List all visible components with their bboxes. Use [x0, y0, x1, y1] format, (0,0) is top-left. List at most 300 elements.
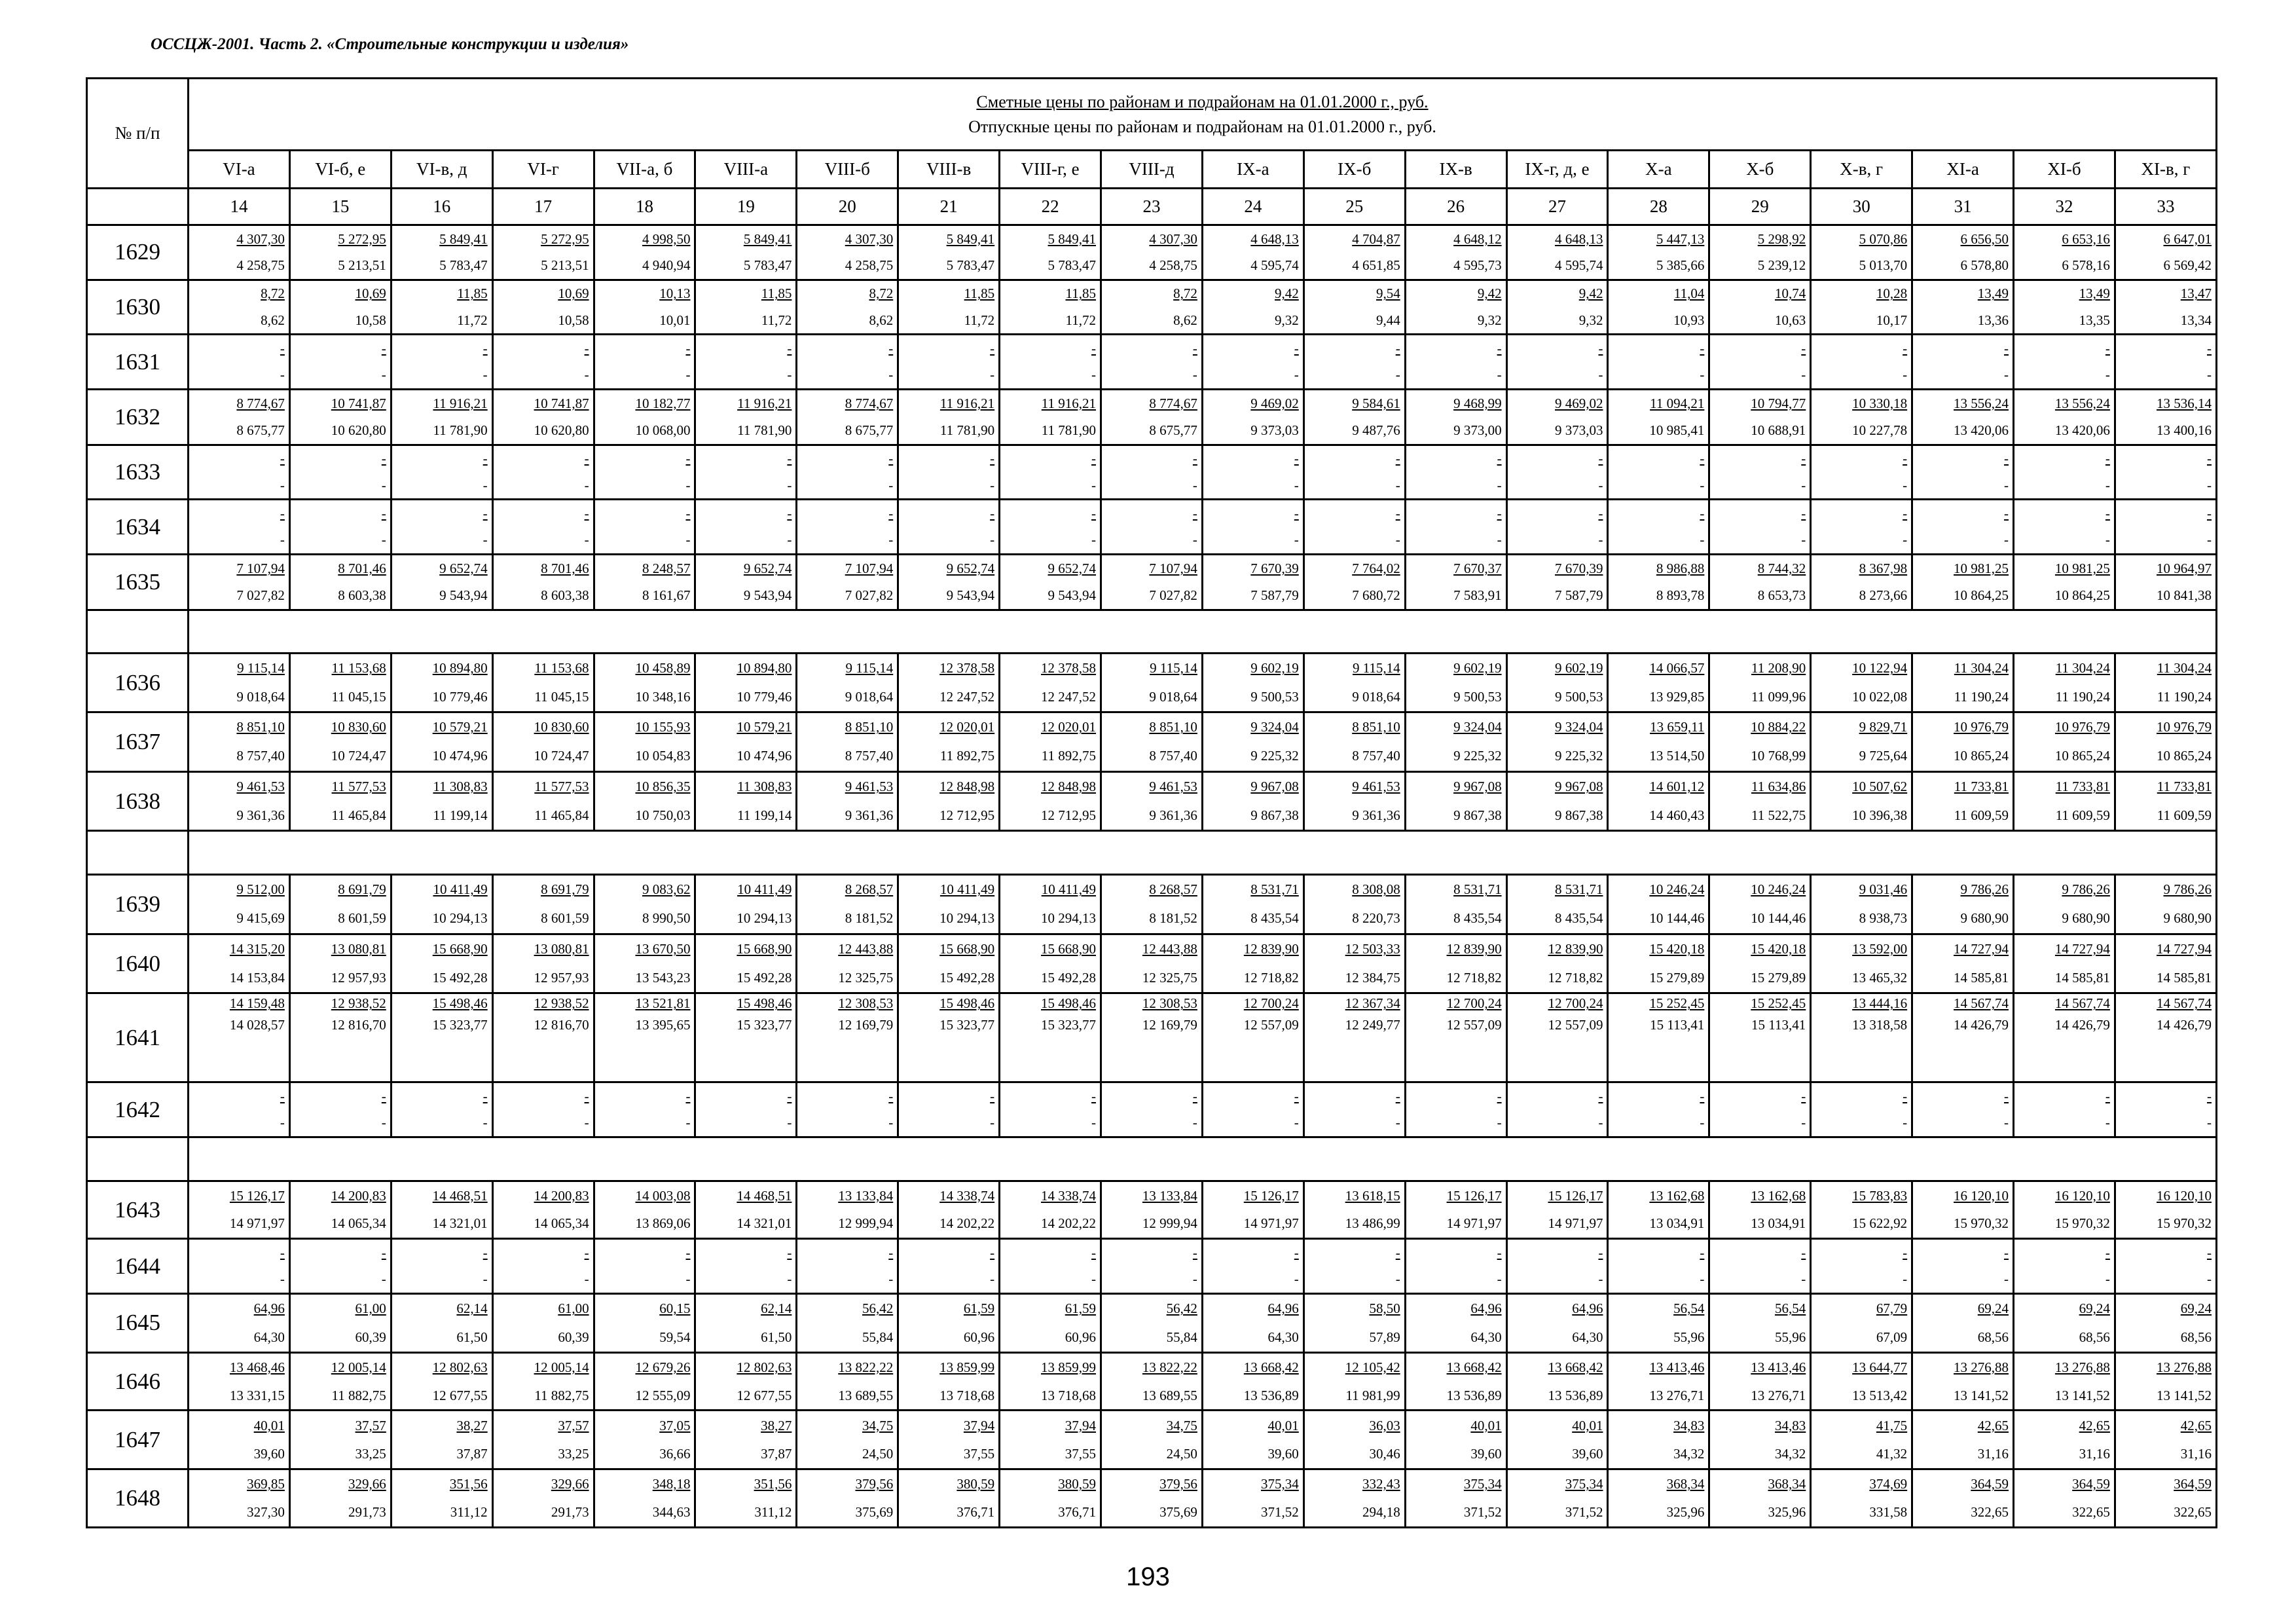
- release-price: 7 027,82: [236, 587, 285, 603]
- estimate-price: 13 162,68: [1751, 1187, 1806, 1204]
- price-cell: [695, 1181, 797, 1239]
- price-cell: [1608, 654, 1709, 712]
- row-number: 1634: [87, 500, 189, 555]
- release-price: 12 557,09: [1548, 1017, 1603, 1033]
- price-cell: [1303, 874, 1405, 934]
- release-price: -: [1192, 532, 1197, 548]
- release-price: -: [1192, 1115, 1197, 1131]
- estimate-price: 40,01: [1572, 1417, 1603, 1433]
- release-price: -: [1091, 477, 1097, 493]
- estimate-price: 11 577,53: [331, 779, 386, 795]
- release-price: 11 882,75: [534, 1387, 589, 1403]
- estimate-price: -: [1091, 1245, 1097, 1261]
- estimate-price: -: [888, 1088, 894, 1105]
- price-cell: [1709, 712, 1811, 771]
- release-price: -: [1395, 532, 1400, 548]
- row-number: 1645: [87, 1294, 189, 1353]
- price-cell: [1202, 712, 1303, 771]
- estimate-price: 34,83: [1673, 1417, 1705, 1433]
- price-cell: [289, 1469, 391, 1528]
- release-price: 10,63: [1775, 312, 1806, 328]
- estimate-price: -: [2105, 1245, 2110, 1261]
- release-price: 10,17: [1876, 312, 1908, 328]
- estimate-price: -: [1192, 1245, 1197, 1261]
- estimate-price: -: [2004, 341, 2009, 356]
- price-cell: [2014, 993, 2115, 1082]
- price-cell: [695, 771, 797, 831]
- release-price: 13 689,55: [838, 1387, 894, 1403]
- estimate-price: 12 848,98: [1041, 779, 1097, 795]
- column-index-cell: 17: [492, 189, 594, 225]
- release-price: 12 557,09: [1243, 1017, 1299, 1033]
- estimate-price: 14 315,20: [229, 941, 285, 957]
- price-cell: [1709, 771, 1811, 831]
- estimate-price: 14 468,51: [737, 1187, 792, 1204]
- price-cell: [1405, 712, 1506, 771]
- estimate-price: 14 200,83: [331, 1187, 386, 1204]
- release-price: -: [685, 1115, 691, 1131]
- release-price: 11 199,14: [737, 807, 792, 823]
- estimate-price: 13 413,46: [1649, 1359, 1705, 1375]
- estimate-price: 5 070,86: [1859, 231, 1908, 247]
- estimate-price: 8 268,57: [845, 881, 894, 898]
- estimate-price: 4 648,13: [1250, 231, 1299, 247]
- estimate-price: 13 859,99: [1041, 1359, 1097, 1375]
- release-price: 12 325,75: [1142, 969, 1197, 986]
- release-price: 11,72: [457, 312, 488, 328]
- release-price: 13 718,68: [1041, 1387, 1097, 1403]
- release-price: -: [2004, 367, 2009, 383]
- price-cell: [492, 1411, 594, 1469]
- price-cell: [492, 874, 594, 934]
- release-price: 9 373,03: [1554, 422, 1603, 438]
- estimate-price: 56,42: [1166, 1301, 1197, 1317]
- estimate-price: -: [888, 1245, 894, 1261]
- release-price: 37,55: [963, 1445, 995, 1462]
- release-price: 11 465,84: [331, 807, 386, 823]
- release-price: 11 099,96: [1751, 688, 1806, 705]
- release-price: 5 213,51: [541, 257, 589, 273]
- release-price: 9,32: [1578, 312, 1603, 328]
- price-cell: [189, 934, 290, 993]
- price-cell: [492, 1294, 594, 1353]
- estimate-price: -: [1294, 506, 1299, 522]
- price-cell: [492, 335, 594, 390]
- price-cell: [797, 555, 898, 610]
- table-row: [87, 1239, 2217, 1294]
- price-cell: [391, 555, 492, 610]
- estimate-price: -: [280, 451, 285, 467]
- estimate-price: 15 498,46: [939, 995, 995, 1012]
- price-cell: [797, 1411, 898, 1469]
- release-price: 8 435,54: [1554, 910, 1603, 927]
- estimate-price: 11 916,21: [939, 395, 995, 411]
- row-number: 1644: [87, 1239, 189, 1294]
- district-column-header: IX-г, д, е: [1506, 151, 1608, 189]
- district-column-header: Х-в, г: [1811, 151, 1912, 189]
- estimate-price: 8,72: [261, 286, 285, 302]
- price-cell: [1101, 1082, 1203, 1137]
- estimate-price: 9 602,19: [1250, 660, 1299, 676]
- price-cell: [594, 1239, 695, 1294]
- price-cell: [189, 500, 290, 555]
- release-price: 37,55: [1065, 1445, 1097, 1462]
- price-cell: [289, 225, 391, 280]
- price-cell: [1202, 993, 1303, 1082]
- estimate-price: -: [483, 506, 488, 522]
- price-cell: [492, 993, 594, 1082]
- estimate-price: -: [1903, 341, 1908, 356]
- price-cell: [898, 500, 1000, 555]
- estimate-price: 8,72: [869, 286, 894, 302]
- estimate-price: 15 498,46: [737, 995, 792, 1012]
- estimate-price: -: [584, 1088, 589, 1105]
- price-cell: [2115, 771, 2216, 831]
- estimate-price: -: [990, 506, 995, 522]
- estimate-price: -: [483, 1245, 488, 1261]
- price-cell: [289, 1181, 391, 1239]
- estimate-price: 9 461,53: [1352, 779, 1400, 795]
- release-price: 9 018,64: [1352, 688, 1400, 705]
- price-cell: [492, 500, 594, 555]
- price-cell: [391, 712, 492, 771]
- column-index-cell: 21: [898, 189, 1000, 225]
- estimate-price: 5 849,41: [1048, 231, 1097, 247]
- release-price: 13 400,16: [2157, 422, 2212, 438]
- spacer-cell: [189, 1137, 2217, 1181]
- estimate-price: 11 153,68: [331, 660, 386, 676]
- estimate-price: 10 894,80: [432, 660, 488, 676]
- price-cell: [2115, 993, 2216, 1082]
- price-cell: [1202, 555, 1303, 610]
- estimate-price: -: [1497, 341, 1502, 356]
- release-price: 10,01: [659, 312, 691, 328]
- release-price: 9 225,32: [1554, 748, 1603, 764]
- release-price: 34,32: [1673, 1445, 1705, 1462]
- release-price: 13,34: [2180, 312, 2212, 328]
- release-price: 13 929,85: [1649, 688, 1705, 705]
- estimate-price: 8 851,10: [845, 719, 894, 735]
- price-cell: [2115, 445, 2216, 500]
- price-cell: [2014, 1239, 2115, 1294]
- estimate-price: 13 276,88: [1954, 1359, 2009, 1375]
- estimate-price: 9 115,14: [1352, 660, 1400, 676]
- estimate-price: 5 849,41: [946, 231, 995, 247]
- estimate-price: 61,00: [355, 1301, 386, 1317]
- column-index-cell: 25: [1303, 189, 1405, 225]
- estimate-price: 15 126,17: [229, 1187, 285, 1204]
- district-column-header: IX-а: [1202, 151, 1303, 189]
- district-column-header: VIII-г, е: [1000, 151, 1101, 189]
- release-price: 8 990,50: [642, 910, 691, 927]
- release-price: 5 213,51: [338, 257, 386, 273]
- release-price: 13 276,71: [1751, 1387, 1806, 1403]
- price-cell: [2014, 771, 2115, 831]
- release-price: 57,89: [1369, 1329, 1400, 1345]
- estimate-price: 10 830,60: [331, 719, 386, 735]
- estimate-price: 13 133,84: [1142, 1187, 1197, 1204]
- price-cell: [2115, 390, 2216, 445]
- release-price: 322,65: [2174, 1504, 2212, 1521]
- price-cell: [695, 445, 797, 500]
- estimate-price: -: [1091, 451, 1097, 467]
- release-price: 13 034,91: [1751, 1215, 1806, 1232]
- price-cell: [1101, 712, 1203, 771]
- release-price: -: [2105, 367, 2110, 383]
- release-price: 11 609,59: [2157, 807, 2212, 823]
- estimate-price: 4 648,13: [1554, 231, 1603, 247]
- table-row: [87, 225, 2217, 280]
- estimate-price: -: [584, 1245, 589, 1261]
- release-price: 10 865,24: [2157, 748, 2212, 764]
- price-cell: [1811, 874, 1912, 934]
- price-cell: [898, 1469, 1000, 1528]
- estimate-price: -: [2105, 1088, 2110, 1105]
- estimate-price: 7 107,94: [845, 560, 894, 576]
- price-cell: [1506, 993, 1608, 1082]
- estimate-price: 14 727,94: [2054, 941, 2110, 957]
- release-price: 12 677,55: [737, 1387, 792, 1403]
- release-price: 14 971,97: [229, 1215, 285, 1232]
- estimate-price: 9 468,99: [1453, 395, 1502, 411]
- price-cell: [289, 500, 391, 555]
- price-cell: [594, 934, 695, 993]
- release-price: 9 225,32: [1250, 748, 1299, 764]
- price-cell: [1405, 445, 1506, 500]
- price-cell: [1608, 555, 1709, 610]
- price-cell: [1506, 1411, 1608, 1469]
- price-cell: [2115, 335, 2216, 390]
- release-price: 5 385,66: [1656, 257, 1705, 273]
- release-price: -: [2004, 477, 2009, 493]
- estimate-price: 12 700,24: [1243, 995, 1299, 1012]
- estimate-price: 351,56: [754, 1476, 792, 1492]
- estimate-price: 12 378,58: [1041, 660, 1097, 676]
- estimate-price: -: [2207, 341, 2212, 356]
- estimate-price: 64,96: [253, 1301, 285, 1317]
- price-cell: [189, 280, 290, 335]
- estimate-price: 34,75: [862, 1417, 894, 1433]
- estimate-price: 13 080,81: [534, 941, 589, 957]
- release-price: 311,12: [754, 1504, 792, 1521]
- release-price: 8 181,52: [1149, 910, 1197, 927]
- column-index-cell: 29: [1709, 189, 1811, 225]
- release-price: 9 867,38: [1554, 807, 1603, 823]
- page-number: 193: [1126, 1562, 1170, 1591]
- price-cell: [1405, 390, 1506, 445]
- estimate-price: 379,56: [855, 1476, 894, 1492]
- price-cell: [1709, 874, 1811, 934]
- release-price: 68,56: [1977, 1329, 2009, 1345]
- release-price: 13 536,89: [1446, 1387, 1502, 1403]
- price-cell: [1912, 934, 2014, 993]
- release-price: -: [1801, 1271, 1806, 1287]
- district-column-header: IX-б: [1303, 151, 1405, 189]
- estimate-price: 4 648,12: [1453, 231, 1502, 247]
- estimate-price: -: [381, 506, 386, 522]
- column-index-cell: 32: [2014, 189, 2115, 225]
- row-number: 1639: [87, 874, 189, 934]
- estimate-price: 69,24: [2079, 1301, 2110, 1317]
- column-index-cell: 22: [1000, 189, 1101, 225]
- price-cell: [1303, 225, 1405, 280]
- release-price: 8 675,77: [1149, 422, 1197, 438]
- estimate-price: 375,34: [1261, 1476, 1299, 1492]
- price-cell: [594, 1294, 695, 1353]
- estimate-price: 12 848,98: [939, 779, 995, 795]
- release-price: -: [1598, 532, 1603, 548]
- row-number: 1647: [87, 1411, 189, 1469]
- release-price: 15 279,89: [1649, 969, 1705, 986]
- estimate-price: 9,42: [1275, 286, 1299, 302]
- release-price: 11 190,24: [1954, 688, 2009, 705]
- price-cell: [289, 934, 391, 993]
- estimate-price: -: [483, 341, 488, 356]
- estimate-price: 11 308,83: [737, 779, 792, 795]
- estimate-price: -: [1598, 341, 1603, 356]
- estimate-price: -: [2207, 451, 2212, 467]
- estimate-price: 10 856,35: [635, 779, 691, 795]
- estimate-price: 15 420,18: [1649, 941, 1705, 957]
- price-cell: [1608, 874, 1709, 934]
- estimate-price: 5 298,92: [1757, 231, 1806, 247]
- price-cell: [2014, 1411, 2115, 1469]
- price-cell: [2115, 1411, 2216, 1469]
- release-price: -: [381, 1271, 386, 1287]
- release-price: -: [990, 532, 995, 548]
- release-price: 12 169,79: [838, 1017, 894, 1033]
- release-price: 9 225,32: [1453, 748, 1502, 764]
- row-number: 1642: [87, 1082, 189, 1137]
- price-cell: [1000, 1239, 1101, 1294]
- estimate-price: -: [2207, 1088, 2212, 1105]
- column-index-cell: 16: [391, 189, 492, 225]
- release-price: -: [787, 532, 792, 548]
- release-price: 8 603,38: [338, 587, 386, 603]
- release-price: -: [888, 532, 894, 548]
- estimate-price: 15 668,90: [1041, 941, 1097, 957]
- estimate-price: 9 115,14: [237, 660, 285, 676]
- price-cell: [189, 1294, 290, 1353]
- estimate-price: 67,79: [1876, 1301, 1908, 1317]
- price-cell: [594, 1411, 695, 1469]
- estimate-price: 8 367,98: [1859, 560, 1908, 576]
- release-price: 11,72: [761, 312, 792, 328]
- estimate-price: -: [584, 341, 589, 356]
- estimate-price: 64,96: [1267, 1301, 1299, 1317]
- release-price: 4 651,85: [1352, 257, 1400, 273]
- release-price: -: [1091, 1271, 1097, 1287]
- release-price: 10 474,96: [737, 748, 792, 764]
- price-cell: [2115, 1352, 2216, 1411]
- table-row: [87, 712, 2217, 771]
- release-price: 4 595,74: [1250, 257, 1299, 273]
- release-price: -: [685, 1271, 691, 1287]
- release-price: 4 595,73: [1453, 257, 1502, 273]
- price-cell: [189, 993, 290, 1082]
- release-price: -: [1497, 1115, 1502, 1131]
- release-price: -: [381, 532, 386, 548]
- district-column-header: IX-в: [1405, 151, 1506, 189]
- estimate-price: 13 556,24: [2054, 395, 2110, 411]
- estimate-price: -: [1395, 451, 1400, 467]
- price-cell: [2115, 225, 2216, 280]
- price-table-container: [86, 77, 2217, 1528]
- release-price: 331,58: [1869, 1504, 1908, 1521]
- price-cell: [391, 445, 492, 500]
- district-column-header: VII-а, б: [594, 151, 695, 189]
- estimate-price: -: [888, 506, 894, 522]
- estimate-price: 15 252,45: [1649, 995, 1705, 1012]
- price-cell: [594, 500, 695, 555]
- estimate-price: 11 733,81: [2157, 779, 2212, 795]
- release-price: 64,30: [253, 1329, 285, 1345]
- price-cell: [391, 1411, 492, 1469]
- release-price: 11,72: [1065, 312, 1097, 328]
- price-cell: [1405, 1411, 1506, 1469]
- price-cell: [289, 1082, 391, 1137]
- price-cell: [189, 1352, 290, 1411]
- estimate-price: 13 556,24: [1954, 395, 2009, 411]
- price-cell: [1202, 335, 1303, 390]
- estimate-price: 10 155,93: [635, 719, 691, 735]
- estimate-price: 37,05: [659, 1417, 691, 1433]
- estimate-price: 11 153,68: [534, 660, 589, 676]
- estimate-price: -: [1294, 1245, 1299, 1261]
- price-cell: [2115, 555, 2216, 610]
- release-price: 12 384,75: [1345, 969, 1400, 986]
- release-price: 15 622,92: [1852, 1215, 1908, 1232]
- release-price: 8 653,73: [1757, 587, 1806, 603]
- release-price: 12 677,55: [432, 1387, 488, 1403]
- estimate-price: 9 602,19: [1453, 660, 1502, 676]
- release-price: -: [1700, 367, 1705, 383]
- price-cell: [492, 1082, 594, 1137]
- release-price: 55,96: [1775, 1329, 1806, 1345]
- price-cell: [391, 1294, 492, 1353]
- estimate-price: 9 584,61: [1352, 395, 1400, 411]
- price-cell: [594, 993, 695, 1082]
- estimate-price: 11 634,86: [1751, 779, 1806, 795]
- price-cell: [594, 1469, 695, 1528]
- price-cell: [695, 390, 797, 445]
- price-cell: [1506, 1352, 1608, 1411]
- price-cell: [1506, 1082, 1608, 1137]
- release-price: 344,63: [652, 1504, 691, 1521]
- release-price: 8 675,77: [236, 422, 285, 438]
- estimate-price: 364,59: [1971, 1476, 2009, 1492]
- release-price: 10 144,46: [1649, 910, 1705, 927]
- release-price: 8 603,38: [541, 587, 589, 603]
- estimate-price: 12 503,33: [1345, 941, 1400, 957]
- table-spacer-row: [87, 831, 2217, 875]
- release-price: 10,93: [1673, 312, 1705, 328]
- estimate-price: 6 656,50: [1960, 231, 2009, 247]
- column-index-cell: 23: [1101, 189, 1203, 225]
- document-header: ОССЦЖ-2001. Часть 2. «Строительные конструкции и изделия»: [151, 35, 629, 53]
- estimate-price: 10 884,22: [1751, 719, 1806, 735]
- estimate-price: 10 976,79: [1954, 719, 2009, 735]
- release-price: 8 893,78: [1656, 587, 1705, 603]
- release-price: 14 153,84: [229, 969, 285, 986]
- estimate-price: 368,34: [1666, 1476, 1705, 1492]
- release-price: 4 258,75: [845, 257, 894, 273]
- estimate-price: 14 567,74: [2054, 995, 2110, 1012]
- price-cell: [391, 335, 492, 390]
- price-cell: [594, 225, 695, 280]
- estimate-price: 10,74: [1775, 286, 1806, 302]
- price-cell: [1912, 555, 2014, 610]
